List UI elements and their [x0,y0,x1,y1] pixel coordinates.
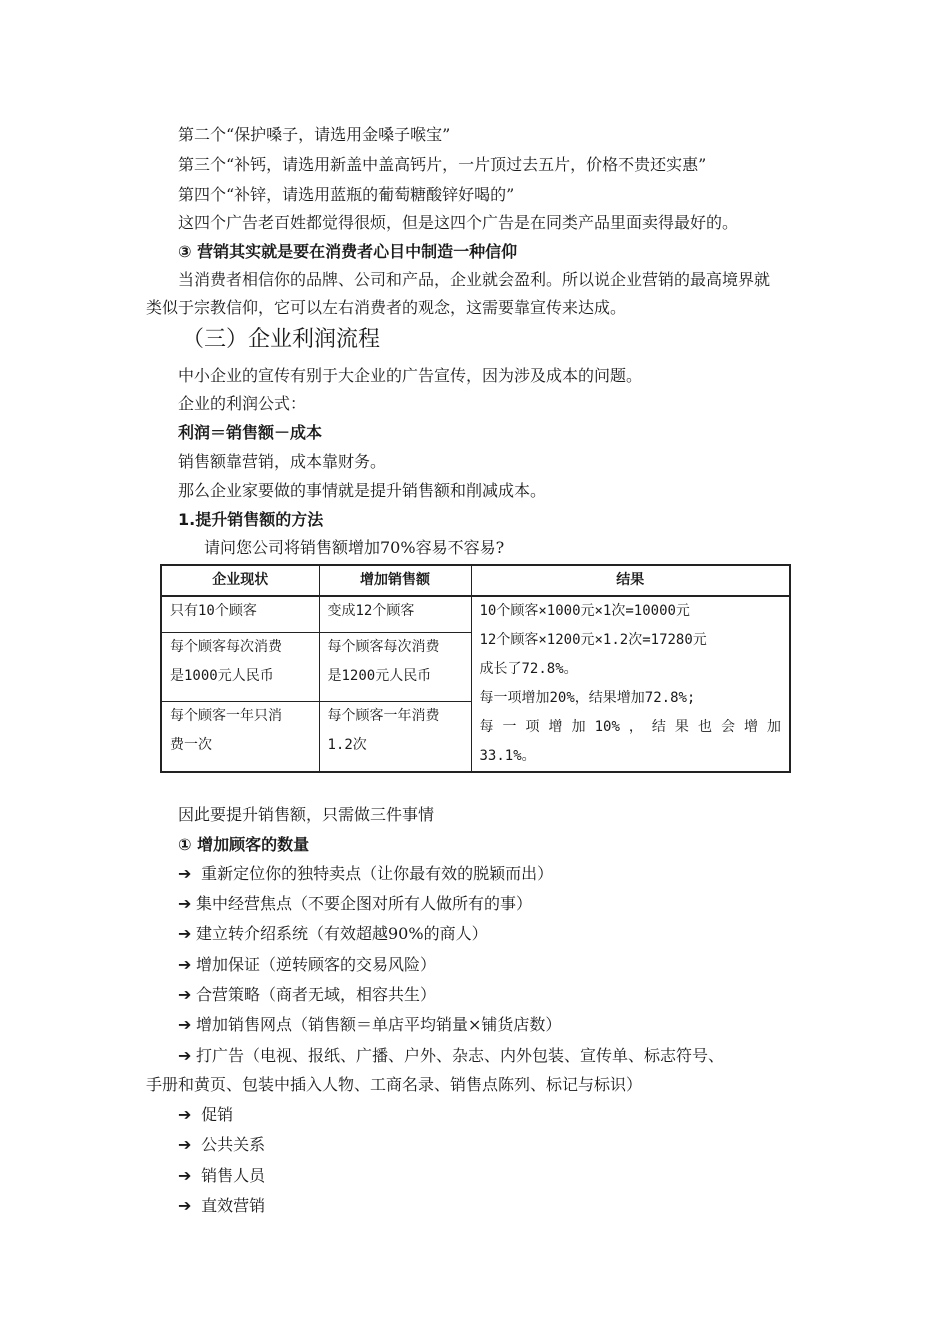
intro-line: 第四个“补锌，请选用蓝瓶的葡萄糖酸锌好喝的” [178,185,515,204]
table-row [161,596,790,632]
cell-text: 是1200元人民币 [327,667,432,684]
intro-line: 第二个“保护嗓子，请选用金嗓子喉宝” [178,125,451,144]
arrow-icon: ➔ [178,894,192,913]
bullet-text: 建立转介绍系统（有效超越90%的商人） [196,924,488,943]
arrow-icon: ➔ [178,1166,192,1185]
bullet-item [178,985,436,1005]
result-line: 每一项增加20%，结果增加72.8%; [479,690,696,706]
result-line: 10个顾客×1000元×1次=10000元 [479,603,690,619]
bullet-item [178,955,436,975]
bullet-text: 合营策略（商者无域，相容共生） [196,985,437,1004]
arrow-icon: ➔ [178,1196,192,1215]
bullet-text: 促销 [201,1105,234,1124]
cell-text: 每个顾客每次消费 [327,638,440,655]
bullet-item [178,1166,265,1186]
cell-text: 每个顾客一年消费 [327,708,440,725]
table-header: 增加销售额 [319,565,471,596]
point3-body: 类似于宗教信仰，它可以左右消费者的观念，这需要靠宣传来达成。 [146,298,627,317]
bullet-continuation: 手册和黄页、包装中插入人物、工商名录、销售点陈列、标记与标识） [146,1075,643,1094]
table-cell [319,702,471,772]
table-header-row [161,565,790,596]
arrow-icon: ➔ [178,985,192,1004]
table-header: 企业现状 [161,565,319,596]
table-cell [319,596,471,632]
result-cell [471,596,790,772]
bullet-text: 直效营销 [201,1196,266,1215]
bullet-text: 增加销售网点（销售额＝单店平均销量×铺货店数） [196,1015,562,1034]
arrow-icon: ➔ [178,1046,192,1065]
bullet-item [178,1046,724,1066]
bullet-text: 打广告（电视、报纸、广播、户外、杂志、内外包装、宣传单、标志符号、 [196,1046,725,1065]
cell-text: 1.2次 [327,737,367,754]
arrow-icon: ➔ [178,1015,192,1034]
result-line: 每一项增加10%，结果也会增加 [479,719,781,735]
result-line: 12个顾客×1200元×1.2次=17280元 [479,632,707,648]
table-cell [161,702,319,772]
section-line: 中小企业的宣传有别于大企业的广告宣传，因为涉及成本的问题。 [178,366,643,385]
bullet-text: 公共关系 [201,1135,266,1154]
bullet-text: 销售人员 [201,1166,266,1185]
question-line: 请问您公司将销售额增加70%容易不容易? [204,538,505,557]
body-line: 销售额靠营销，成本靠财务。 [178,452,387,471]
point3-body: 当消费者相信你的品牌、公司和产品，企业就会盈利。所以说企业营销的最高境界就 [178,270,771,289]
bullet-text: 增加保证（逆转顾客的交易风险） [196,955,437,974]
bullet-text: 重新定位你的独特卖点（让你最有效的脱颖而出） [201,864,554,883]
arrow-icon: ➔ [178,864,192,883]
bullet-item [178,1196,265,1216]
intro-line: 这四个广告老百姓都觉得很烦，但是这四个广告是在同类产品里面卖得最好的。 [178,213,739,232]
arrow-icon: ➔ [178,955,192,974]
point1-title: ① 增加顾客的数量 [178,835,310,854]
table-cell [161,632,319,702]
cell-text: 每个顾客每次消费 [170,638,282,655]
section-line: 企业的利润公式： [178,394,307,413]
body-line: 那么企业家要做的事情就是提升销售额和削减成本。 [178,481,547,500]
cell-text: 是1000元人民币 [170,667,274,684]
result-line: 成长了72.8%。 [479,661,578,677]
table-cell [161,596,319,632]
cell-text: 只有10个顾客 [170,603,257,619]
bullet-item [178,894,532,914]
table-header: 结果 [471,565,790,596]
table-cell [319,632,471,702]
intro-line: 第三个“补钙，请选用新盖中盖高钙片，一片顶过去五片，价格不贵还实惠” [178,155,707,174]
sales-table [160,564,791,773]
result-line: 33.1%。 [479,748,536,764]
bullet-item [178,864,553,884]
arrow-icon: ➔ [178,1135,192,1154]
subsection-title: 1.提升销售额的方法 [178,510,324,529]
bullet-text: 集中经营焦点（不要企图对所有人做所有的事） [196,894,533,913]
arrow-icon: ➔ [178,924,192,943]
bullet-item [178,1015,561,1035]
bullet-item [178,1105,233,1125]
cell-text: 费一次 [170,737,212,754]
bullet-item [178,924,488,944]
cell-text: 变成12个顾客 [327,603,415,619]
section-heading: （三）企业利润流程 [182,327,381,352]
conclusion-line: 因此要提升销售额，只需做三件事情 [178,805,435,824]
point3-title: ③ 营销其实就是要在消费者心目中制造一种信仰 [178,242,518,261]
bullet-item [178,1135,265,1155]
arrow-icon: ➔ [178,1105,192,1124]
cell-text: 每个顾客一年只消 [170,708,282,725]
profit-formula: 利润＝销售额－成本 [178,423,323,442]
